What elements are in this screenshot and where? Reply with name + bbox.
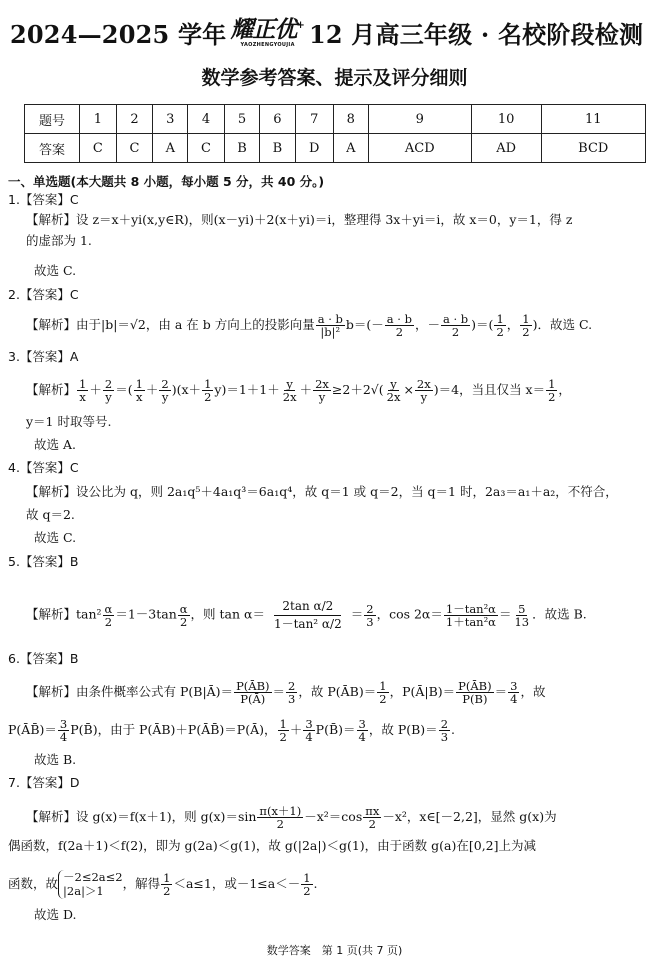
q5-t2: ，则 tan α＝ — [190, 606, 265, 622]
q7-line2: 偶函数，f(2a＋1)＜f(2)，即为 g(2a)＜g(1)，故 g(|2a|)＜g(1)，由于函数 g(a)在[0,2]上为减 — [8, 838, 536, 853]
frac-num: 1 — [279, 717, 287, 731]
q3-frac — [134, 378, 145, 403]
q6-frac — [286, 680, 297, 705]
q7-t1: －x²＝cos — [304, 809, 363, 825]
frac-den: 2x — [282, 390, 297, 405]
q2-frac3 — [441, 313, 470, 338]
question-number-cell: 3 — [153, 105, 188, 134]
q6-t2: ，故 P(ĀB)＝ — [298, 684, 377, 700]
frac-num: P(ĀB) — [458, 679, 492, 693]
q3-t2: ＋ — [145, 382, 159, 398]
q6-l2a: P(ĀB̄)＝ — [8, 722, 57, 738]
q6-frac — [456, 680, 493, 705]
q3-t1: ＝( — [115, 382, 133, 398]
q6-line1 — [26, 680, 545, 705]
frac-den: 1－tan² α/2 — [273, 616, 342, 631]
q3-t6: ≥2＋2√( — [331, 382, 384, 398]
q6-t1: ＝ — [272, 684, 286, 700]
frac-den: 2 — [163, 883, 171, 898]
frac-den: 2x — [386, 390, 401, 405]
page-footer: 数学答案 第 1 页(共 7 页) — [266, 944, 403, 957]
frac-num: a · b — [317, 312, 343, 326]
question-number-cell: 9 — [368, 105, 471, 134]
q2-line1 — [26, 313, 592, 338]
q1-line3: 故选 C. — [34, 263, 77, 278]
q7-l3b: ，解得 — [122, 875, 161, 891]
q7-frac — [161, 872, 172, 897]
q3-t9: ， — [558, 382, 571, 398]
frac-den: P(Ā) — [240, 692, 266, 707]
frac-den: 2 — [395, 325, 404, 340]
q1-answer: 1.【答案】C — [8, 192, 79, 207]
question-number-cell: 7 — [295, 105, 333, 134]
q2-post: )．故选 C. — [532, 317, 593, 333]
q7-frac — [301, 872, 312, 897]
answer-table — [24, 104, 646, 163]
table-row — [25, 105, 646, 134]
frac-den: 2 — [368, 817, 376, 832]
q3-frac — [103, 378, 114, 403]
frac-den: 2 — [204, 390, 212, 405]
q5-frac — [444, 603, 498, 628]
row-head-answer: 答案 — [25, 134, 80, 163]
q6-t5: ，故 — [520, 684, 546, 700]
q1-line2: 的虚部为 1. — [26, 233, 92, 248]
q3-frac — [415, 378, 433, 403]
q6-t3: ，P(Ā|B)＝ — [389, 684, 456, 700]
frac-den: 3 — [440, 730, 449, 745]
header-year: 2024—2025 学年 — [10, 19, 227, 49]
frac-den: 2 — [496, 325, 504, 340]
q5-answer: 5.【答案】B — [8, 554, 79, 569]
q4-answer: 4.【答案】C — [8, 460, 79, 475]
question-number-cell: 8 — [333, 105, 368, 134]
page-header — [10, 12, 660, 52]
system-row: －2≤2a≤2 — [63, 870, 123, 884]
frac-num: 3 — [305, 717, 313, 731]
frac-den: 2 — [104, 614, 113, 629]
question-number-cell: 6 — [260, 105, 295, 134]
q3-line1: 【解析】 $\frac{1}{x}$ ＋ $\frac{2}{y}$ ＝( $\frac{1}{x}$ ＋ $\frac{2}{y}$ )(x＋ $\frac{1}{2}$ y)＝1＋1＋ $\frac{y}{2x}$ ＋ $\frac{2x}{y}$ ≥2＋2√( $\frac{y}{2x}$ × $\frac{2x}{y}$ )＝4，当且仅当 x＝ $\frac{1}{2}$ ， — [26, 377, 571, 405]
frac-num: 2x — [416, 377, 431, 391]
q6-l2e: ，故 P(B)＝ — [368, 722, 438, 738]
q6-frac — [234, 680, 271, 705]
q7-line1 — [26, 805, 557, 830]
frac-num: α — [104, 601, 113, 616]
frac-den: 13 — [514, 614, 530, 629]
q7-frac — [363, 805, 381, 830]
q7-pre: 【解析】设 g(x)＝f(x＋1)，则 g(x)＝sin — [26, 809, 257, 825]
frac-num: P(ĀB) — [236, 679, 270, 693]
question-number-cell: 4 — [188, 105, 225, 134]
q5-post: ．故选 B. — [532, 606, 587, 622]
frac-num: 3 — [59, 717, 68, 731]
question-number-cell: 10 — [471, 105, 541, 134]
q7-line4: 故选 D. — [34, 907, 77, 922]
q5-frac — [103, 603, 115, 628]
frac-num: a · b — [442, 312, 469, 326]
frac-den: 4 — [305, 730, 313, 745]
q3-frac — [546, 378, 557, 403]
frac-den: |b|² — [320, 325, 341, 340]
frac-num: 1 — [303, 870, 311, 885]
frac-num: 3 — [510, 679, 518, 693]
system-row: |2a|＞1 — [63, 884, 104, 899]
frac-num: 2 — [161, 377, 169, 391]
frac-den: y — [161, 390, 169, 405]
q2-frac2 — [385, 313, 414, 338]
frac-num: 2 — [288, 679, 296, 693]
frac-num: 1 — [496, 312, 504, 326]
q3-t5: ＋ — [299, 382, 313, 398]
q6-l2f: . — [451, 722, 455, 738]
frac-num: 1 — [79, 377, 87, 391]
q4-line3: 故选 C. — [34, 530, 77, 545]
logo-plus: + — [296, 19, 305, 31]
frac-num: 1 — [379, 679, 387, 693]
q3-answer: 3.【答案】A — [8, 349, 79, 364]
frac-den: 3 — [288, 692, 296, 707]
frac-den: x — [135, 390, 143, 405]
frac-num: 2x — [315, 377, 329, 391]
q3-pre: 【解析】 — [26, 382, 77, 398]
frac-den: y — [105, 390, 112, 405]
q7-system — [58, 870, 123, 899]
frac-num: 1－tan²α — [445, 601, 496, 616]
answer-cell: A — [333, 134, 368, 163]
frac-num: 2 — [104, 377, 113, 391]
q2-frac1 — [316, 313, 345, 338]
q7-line3 — [8, 870, 318, 899]
frac-num: 2tan α/2 — [274, 598, 341, 616]
frac-den: 2 — [548, 390, 556, 405]
q5-line1 — [26, 598, 587, 632]
q5-pre: 【解析】tan² — [26, 606, 102, 622]
q3-line2: y＝1 时取等号. — [26, 414, 112, 429]
q3-line3: 故选 A. — [34, 437, 76, 452]
q2-answer: 2.【答案】C — [8, 287, 79, 302]
q5-big-frac — [266, 598, 350, 632]
answer-cell: C — [116, 134, 153, 163]
frac-num: 1 — [522, 312, 530, 326]
q5-frac — [512, 603, 531, 628]
answer-cell: AD — [471, 134, 541, 163]
answer-cell: ACD — [368, 134, 471, 163]
q3-frac — [281, 378, 299, 403]
q2-pre: 【解析】由于|b|＝√2，由 a 在 b 方向上的投影向量 — [26, 317, 315, 333]
answer-cell: A — [153, 134, 188, 163]
q2-mid3: )＝( — [471, 317, 494, 333]
q6-t4: ＝ — [494, 684, 508, 700]
row-head-number: 题号 — [25, 105, 80, 134]
q3-frac — [202, 378, 213, 403]
q3-frac — [385, 378, 403, 403]
q7-frac — [257, 805, 303, 830]
answer-cell: C — [80, 134, 117, 163]
answer-cell: C — [188, 134, 225, 163]
logo-sub-text: YAOZHENGYOUJIA — [240, 41, 295, 48]
q6-line3: 故选 B. — [34, 752, 77, 767]
frac-den: 2 — [303, 883, 311, 898]
answer-cell: D — [295, 134, 333, 163]
q3-frac — [313, 378, 331, 403]
frac-den: 2 — [522, 325, 530, 340]
q3-t4: y)＝1＋1＋ — [214, 382, 280, 398]
q5-frac — [364, 603, 375, 628]
table-row — [25, 134, 646, 163]
frac-num: 5 — [518, 601, 526, 616]
q7-l3c: ＜a≤1，或－1≤a＜－ — [173, 875, 301, 891]
frac-den: P(B) — [462, 692, 488, 707]
section-heading: 一、单选题(本大题共 8 小题，每小题 5 分，共 40 分。) — [8, 174, 325, 189]
q2-frac5 — [520, 313, 531, 338]
answer-cell: B — [260, 134, 295, 163]
q6-l2b: P(B̄)，由于 P(ĀB)＋P(ĀB̄)＝P(Ā)， — [70, 722, 277, 738]
q6-frac — [508, 680, 519, 705]
frac-den: y — [420, 390, 428, 405]
frac-num: 1 — [135, 377, 143, 391]
q3-t7: × — [403, 382, 414, 398]
answer-cell: B — [224, 134, 259, 163]
question-number-cell: 1 — [80, 105, 117, 134]
frac-num: 1 — [548, 377, 556, 391]
brand-logo — [230, 17, 305, 48]
q6-frac — [377, 680, 388, 705]
frac-num: y — [286, 377, 293, 391]
frac-den: 2 — [179, 614, 188, 629]
frac-den: 2 — [379, 692, 387, 707]
q6-frac — [439, 718, 450, 743]
q6-l2d: P(B̄)＝ — [315, 722, 356, 738]
q5-t3: ＝ — [350, 606, 364, 622]
frac-den: 2 — [451, 325, 460, 340]
frac-num: 1 — [163, 870, 171, 885]
question-number-cell: 11 — [541, 105, 646, 134]
frac-num: a · b — [386, 312, 412, 326]
q4-line2: 故 q＝2. — [26, 507, 75, 522]
frac-den: 4 — [358, 730, 366, 745]
frac-den: 2 — [276, 817, 284, 832]
q3-frac — [77, 378, 88, 403]
frac-num: π(x＋1) — [259, 804, 302, 818]
q2-frac4 — [494, 313, 505, 338]
frac-num: α — [179, 601, 188, 616]
frac-num: πx — [365, 804, 380, 818]
q6-pre: 【解析】由条件概率公式有 P(B|Ā)＝ — [26, 684, 234, 700]
frac-den: 4 — [59, 730, 68, 745]
q5-t4: ，cos 2α＝ — [376, 606, 443, 622]
frac-num: y — [390, 377, 397, 391]
q6-line2 — [8, 718, 455, 743]
q6-frac — [58, 718, 69, 743]
q3-t8: )＝4，当且仅当 x＝ — [433, 382, 546, 398]
frac-num: 2 — [366, 601, 374, 616]
frac-den: 4 — [510, 692, 518, 707]
q7-t2: －x²，x∈[－2,2]，显然 g(x)为 — [382, 809, 557, 825]
q5-t5: ＝ — [498, 606, 512, 622]
q6-answer: 6.【答案】B — [8, 651, 79, 666]
frac-den: 3 — [366, 614, 374, 629]
logo-main-text: 耀正优 — [230, 16, 297, 43]
q7-l3d: . — [313, 875, 318, 891]
frac-den: x — [79, 390, 86, 405]
q4-line1: 【解析】设公比为 q，则 2a₁q⁵＋4a₁q³＝6a₁q⁴，故 q＝1 或 q＝2，当 q＝1 时，2a₃＝a₁＋a₂，不符合， — [26, 484, 618, 499]
q3-frac — [159, 378, 170, 403]
q6-frac — [357, 718, 368, 743]
q6-l2c: ＋ — [289, 722, 303, 738]
q6-frac — [278, 718, 289, 743]
q5-t1: ＝1－3tan — [115, 606, 177, 622]
answer-cell: BCD — [541, 134, 646, 163]
frac-num: 2 — [440, 717, 449, 731]
frac-den: y — [318, 390, 326, 405]
q1-line1: 【解析】设 z＝x＋yi(x,y∈R)，则(x－yi)＋2(x＋yi)＝i，整理得 3x＋yi＝i，故 x＝0，y＝1，得 z — [26, 212, 573, 227]
q6-frac — [303, 718, 314, 743]
q2-mid2: ，－ — [414, 317, 440, 333]
frac-den: 2 — [279, 730, 287, 745]
q2-mid4: ， — [506, 317, 520, 333]
question-number-cell: 2 — [116, 105, 153, 134]
frac-num: 1 — [204, 377, 212, 391]
q5-frac — [178, 603, 190, 628]
q7-answer: 7.【答案】D — [8, 775, 80, 790]
page-title: 数学参考答案、提示及评分细则 — [201, 67, 468, 89]
q2-mid: b＝(－ — [345, 317, 384, 333]
q7-l3a: 函数，故 — [8, 875, 59, 891]
header-rest: 12 月高三年级 · 名校阶段检测 — [308, 19, 644, 49]
question-number-cell: 5 — [224, 105, 259, 134]
frac-num: 3 — [358, 717, 366, 731]
frac-den: 1＋tan²α — [445, 614, 496, 629]
q3-t3: )(x＋ — [171, 382, 202, 398]
